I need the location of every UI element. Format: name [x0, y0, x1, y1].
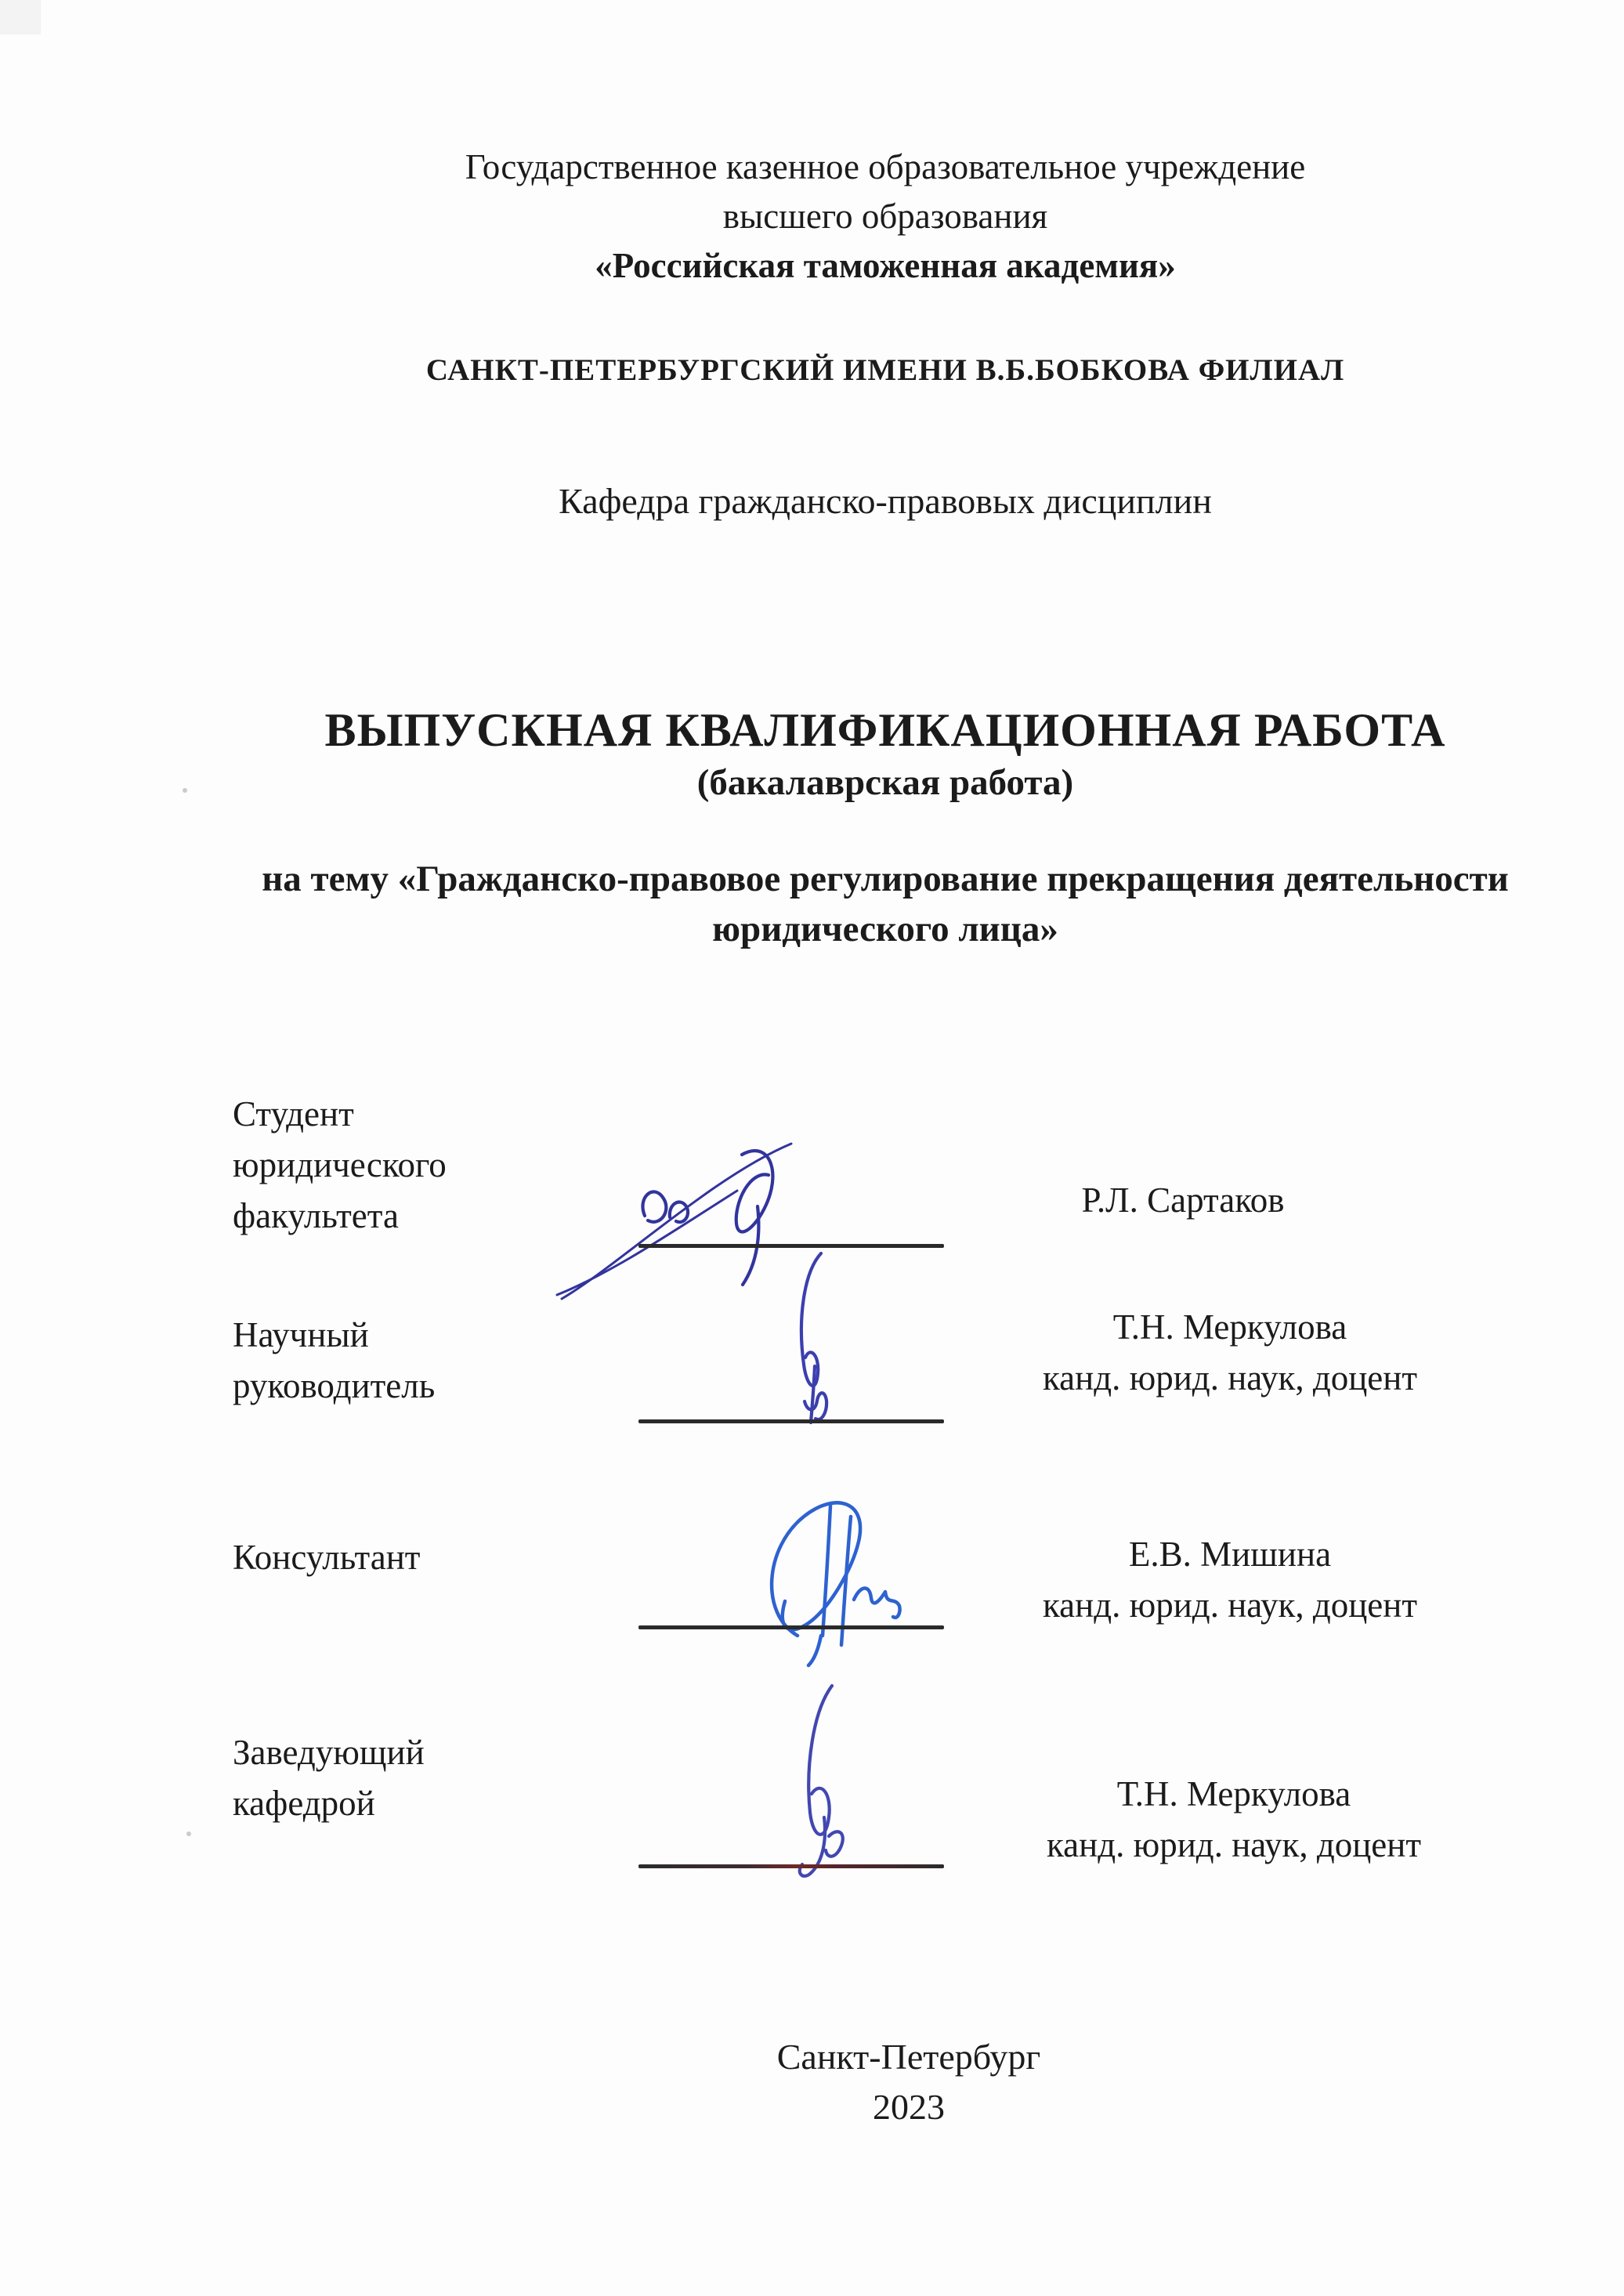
role-line: Консультант: [233, 1538, 421, 1577]
signature-line: [638, 1625, 944, 1629]
institution-header: [227, 143, 1543, 291]
supervisor-signature: [758, 1247, 868, 1429]
signatory-credentials: канд. юрид. наук, доцент: [1042, 1358, 1418, 1397]
role-label-student: [233, 1089, 601, 1242]
consultant-signature: [735, 1481, 927, 1669]
scan-speck: [186, 1831, 191, 1836]
role-line: Студент: [233, 1094, 354, 1134]
scan-speck: [183, 788, 187, 793]
signatory-supervisor: [1026, 1302, 1434, 1404]
head-of-department-signature: [758, 1678, 880, 1883]
role-line: юридического: [233, 1145, 447, 1184]
role-line: руководитель: [233, 1366, 436, 1405]
role-label-supervisor: [233, 1310, 601, 1412]
signatory-name: Р.Л. Сартаков: [1081, 1181, 1285, 1220]
branch-name: САНКТ-ПЕТЕРБУРГСКИЙ ИМЕНИ В.Б.БОБКОВА ФИЛИАЛ: [425, 353, 1345, 387]
signatory-credentials: канд. юрид. наук, доцент: [1046, 1825, 1422, 1864]
work-subtitle: (бакалаврская работа): [696, 762, 1074, 803]
footer: [517, 2032, 1300, 2132]
role-line: факультета: [233, 1196, 399, 1235]
work-title: ВЫПУСКНАЯ КВАЛИФИКАЦИОННАЯ РАБОТА: [324, 704, 1446, 756]
signatory-credentials: канд. юрид. наук, доцент: [1042, 1586, 1418, 1625]
signatory-student: [979, 1175, 1387, 1226]
scan-smudge: [0, 0, 41, 34]
signature-line: [638, 1419, 944, 1423]
institution-line-3: «Российская таможенная академия»: [595, 246, 1176, 285]
role-label-consultant: [233, 1532, 601, 1583]
signatory-consultant: [1026, 1529, 1434, 1631]
role-label-head-of-department: [233, 1727, 601, 1829]
department-name: Кафедра гражданско-правовых дисциплин: [559, 481, 1212, 521]
signature-line: [638, 1244, 944, 1248]
city: Санкт-Петербург: [776, 2037, 1041, 2077]
topic-line-1: на тему «Гражданско-правовое регулирование прекращения деятельности: [262, 859, 1509, 899]
role-line: Заведующий: [233, 1733, 425, 1772]
signatory-head-of-department: [1030, 1769, 1438, 1871]
signature-line: [638, 1864, 944, 1868]
topic-line-2: юридического лица»: [712, 909, 1058, 949]
institution-line-2: высшего образования: [722, 197, 1048, 236]
signatory-name: Е.В. Мишина: [1128, 1535, 1332, 1574]
signatory-name: Т.Н. Меркулова: [1112, 1307, 1347, 1347]
institution-line-1: Государственное казенное образовательное учреждение: [465, 147, 1306, 186]
signatory-name: Т.Н. Меркулова: [1116, 1774, 1351, 1813]
topic: [227, 854, 1543, 954]
role-line: Научный: [233, 1315, 369, 1354]
year: 2023: [873, 2087, 945, 2127]
role-line: кафедрой: [233, 1784, 375, 1823]
